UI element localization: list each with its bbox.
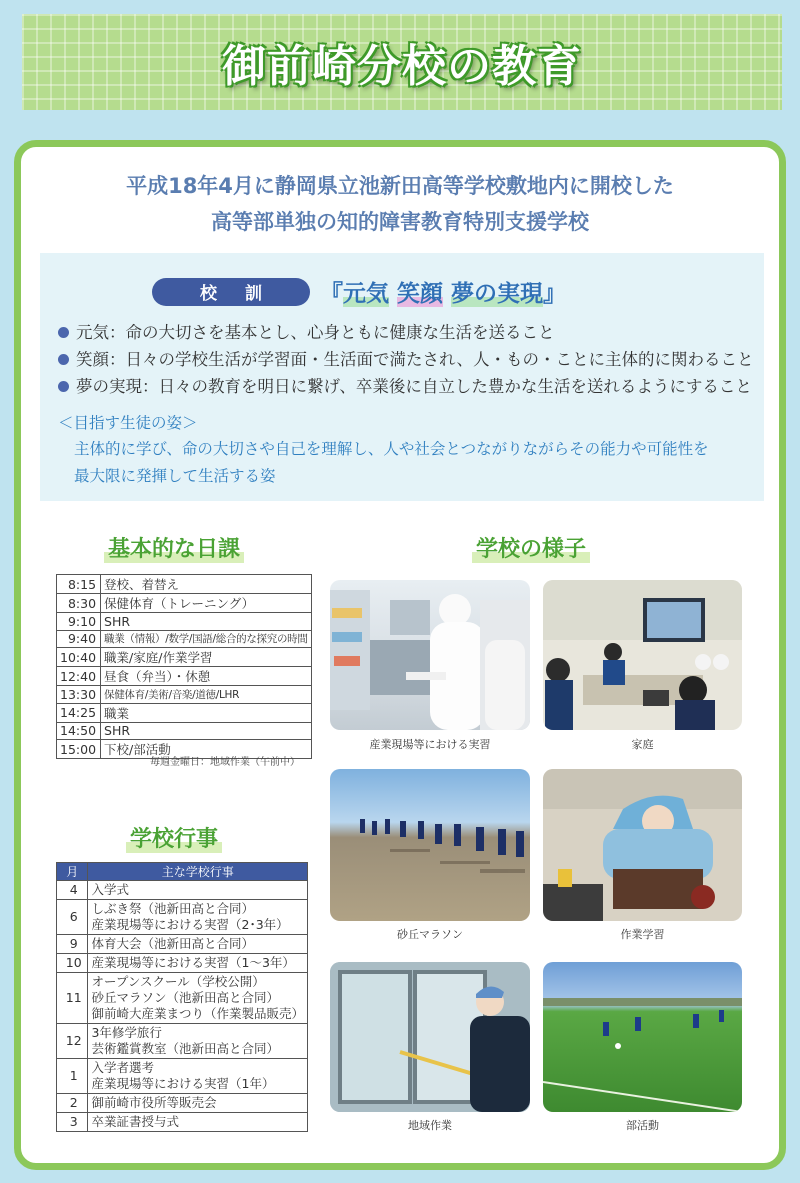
schedule-title: 基本的な日課 [104, 532, 244, 563]
event-name: オープンスクール（学校公開） [91, 974, 265, 989]
photo-home-economics [543, 580, 742, 730]
photo-caption: 部活動 [626, 1119, 659, 1132]
motto-label-b: 訓 [245, 284, 262, 304]
event-name: 卒業証書授与式 [91, 1114, 179, 1129]
event-name: しぶき祭（池新田高と合同） [91, 901, 254, 916]
bullet-icon [58, 381, 69, 392]
goal-text: 主体的に学び、命の大切さや自己を理解し、人や社会とつながりながらその能力や可能性を 最大限に発揮して生活する姿 [74, 440, 709, 485]
photo-work-study [543, 769, 742, 921]
table-row [57, 935, 308, 954]
event-cell [88, 1113, 308, 1132]
event-name: 3年修学旅行 [91, 1025, 162, 1040]
photo-caption: 砂丘マラソン [397, 928, 463, 941]
table-row [57, 1059, 308, 1094]
event-cell [88, 1059, 308, 1094]
events-title: 学校行事 [126, 822, 222, 853]
table-row [57, 613, 312, 631]
table-row [57, 722, 312, 740]
event-month: 2 [57, 1094, 88, 1113]
photo-practice [330, 580, 530, 730]
schedule-time: 8:30 [57, 594, 101, 613]
event-name: 砂丘マラソン（池新田高と合同） [91, 990, 279, 1005]
photo-club-activities [543, 962, 742, 1112]
schedule-time: 14:25 [57, 703, 101, 722]
motto-heading [152, 275, 566, 308]
table-row [57, 900, 308, 935]
schedule-time: 8:15 [57, 575, 101, 594]
schedule-time: 14:50 [57, 722, 101, 740]
event-name: 入学式 [91, 882, 129, 897]
motto-label [152, 278, 310, 306]
schedule-time: 9:40 [57, 630, 101, 648]
motto-word-egao: 笑顔 [397, 281, 444, 307]
event-name: 御前崎市役所等販売会 [91, 1095, 217, 1110]
schedule-activity: SHR [101, 613, 312, 631]
event-cell [88, 900, 308, 935]
intro-line-2: 高等部単独の知的障害教育特別支援学校 [211, 210, 589, 234]
table-row [57, 575, 312, 594]
motto-close-bracket: 』 [543, 281, 567, 307]
motto-open-bracket: 『 [320, 281, 343, 307]
schedule-table [56, 574, 312, 759]
table-row [57, 1024, 308, 1059]
schedule-time: 10:40 [57, 648, 101, 667]
table-row [57, 1113, 308, 1132]
photo-caption: 産業現場等における実習 [369, 738, 491, 751]
motto-label-a: 校 [200, 284, 217, 304]
schedule-activity: 職業 [101, 703, 312, 722]
event-name: 入学者選考 [91, 1060, 154, 1075]
event-cell [88, 935, 308, 954]
event-month: 1 [57, 1059, 88, 1094]
photo-community-work [330, 962, 530, 1112]
schedule-activity: 保健体育/美術/音楽/道徳/LHR [101, 686, 312, 704]
event-month: 11 [57, 973, 88, 1024]
event-name: 御前崎大産業まつり（作業製品販売） [91, 1006, 304, 1021]
list-item: 笑顔：日々の学校生活が学習面・生活面で満たされ、人・もの・ことに主体的に関わること [58, 346, 754, 373]
schedule-activity: 職業（情報）/数学/国語/総合的な探究の時間 [101, 630, 312, 648]
table-row [57, 686, 312, 704]
schedule-activity: 登校、着替え [101, 575, 312, 594]
table-row [57, 594, 312, 613]
photo-caption: 家庭 [631, 738, 654, 751]
event-month: 10 [57, 954, 88, 973]
table-row [57, 703, 312, 722]
gallery-title: 学校の様子 [472, 532, 590, 563]
motto-list [58, 319, 754, 400]
event-name: 産業現場等における実習（2･3年） [91, 917, 289, 932]
schedule-time: 9:10 [57, 613, 101, 631]
motto-section [40, 253, 764, 501]
photo-caption: 作業学習 [620, 928, 665, 941]
title-banner [22, 14, 782, 110]
schedule-activity: 保健体育（トレーニング） [101, 594, 312, 613]
event-name: 芸術鑑賞教室（池新田高と合同） [91, 1041, 279, 1056]
event-cell [88, 954, 308, 973]
motto-words [320, 275, 566, 308]
schedule-time: 12:40 [57, 667, 101, 686]
motto-word-genki: 元気 [343, 281, 389, 307]
schedule-activity: 職業/家庭/作業学習 [101, 648, 312, 667]
table-row [57, 973, 308, 1024]
goal-title: ＜目指す生徒の姿＞ [58, 414, 198, 432]
events-table [56, 862, 308, 1132]
table-row [57, 881, 308, 900]
schedule-time: 15:00 [57, 740, 101, 759]
table-row [57, 648, 312, 667]
event-name: 産業現場等における実習（1～3年） [91, 955, 295, 970]
table-row [57, 630, 312, 648]
event-cell [88, 881, 308, 900]
schedule-time: 13:30 [57, 686, 101, 704]
event-cell [88, 1094, 308, 1113]
event-month: 4 [57, 881, 88, 900]
events-header-event: 主な学校行事 [88, 863, 308, 881]
page-title: 御前崎分校の教育 [222, 41, 582, 92]
event-cell [88, 1024, 308, 1059]
schedule-note: 毎週金曜日：地域作業（午前中） [150, 757, 300, 768]
schedule-activity: SHR [101, 722, 312, 740]
photo-marathon [330, 769, 530, 921]
events-header-month: 月 [57, 863, 88, 881]
event-month: 6 [57, 900, 88, 935]
event-name: 産業現場等における実習（1年） [91, 1076, 275, 1091]
list-item: 元気：命の大切さを基本とし、心身ともに健康な生活を送ること [58, 319, 754, 346]
bullet-icon [58, 327, 69, 338]
photo-caption: 地域作業 [408, 1119, 452, 1132]
intro-line-1: 平成18年4月に静岡県立池新田高等学校敷地内に開校した [126, 174, 674, 198]
table-row [57, 1094, 308, 1113]
intro-text [0, 168, 800, 240]
table-row [57, 667, 312, 686]
motto-word-yume: 夢の実現 [451, 281, 544, 307]
event-month: 12 [57, 1024, 88, 1059]
table-row [57, 954, 308, 973]
schedule-activity: 昼食（弁当）・休憩 [101, 667, 312, 686]
event-cell [88, 973, 308, 1024]
event-month: 3 [57, 1113, 88, 1132]
event-month: 9 [57, 935, 88, 954]
schedule-activity: 下校/部活動 [101, 740, 312, 759]
list-item: 夢の実現：日々の教育を明日に繋げ、卒業後に自立した豊かな生活を送れるようにすること [58, 373, 754, 400]
event-name: 体育大会（池新田高と合同） [91, 936, 254, 951]
bullet-icon [58, 354, 69, 365]
